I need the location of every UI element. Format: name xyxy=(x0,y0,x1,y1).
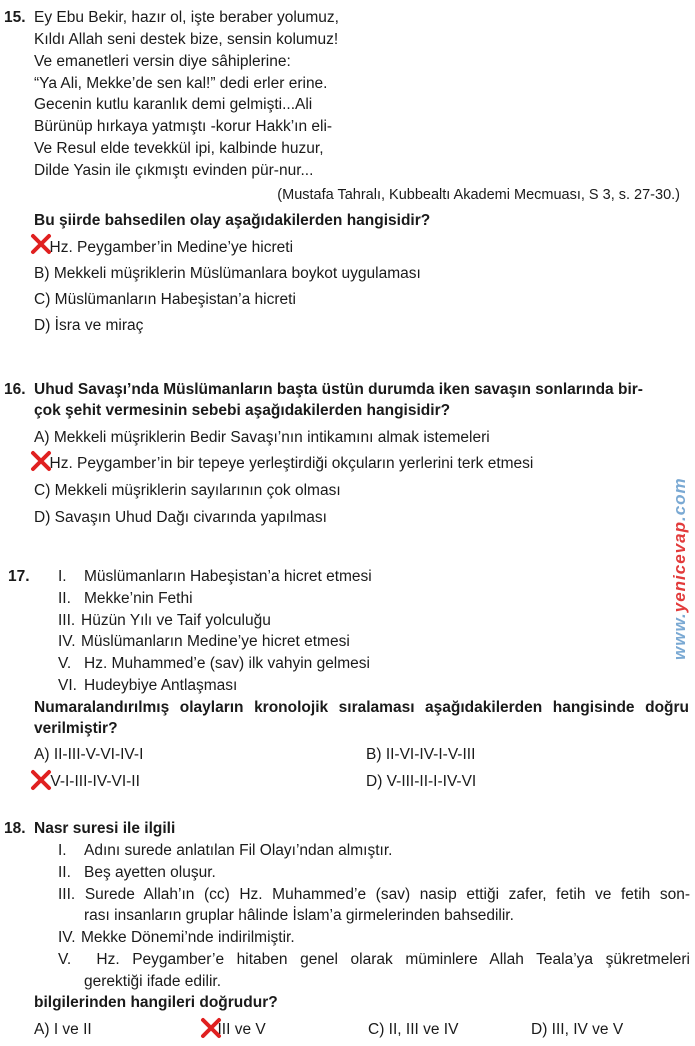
poem-line: Dilde Yasin ile çıkmıştı evinden pür-nur... xyxy=(34,162,314,179)
option-b[interactable]: B) Mekkeli müşriklerin Müslümanlara boykot uygulaması xyxy=(34,265,421,282)
citation: (Mustafa Tahralı, Kubbealtı Akademi Mecmuası, S 3, s. 27-30.) xyxy=(277,187,680,203)
list-item: IV. Müslümanların Medine’ye hicret etmesi xyxy=(58,633,350,650)
option-c[interactable]: C) Mekkeli müşriklerin sayılarının çok olması xyxy=(34,482,341,499)
list-item: III. Hüzün Yılı ve Taif yolculuğu xyxy=(58,612,271,629)
list-item-continuation: rası insanların gruplar hâlinde İslam’a girmelerinden bahsedilir. xyxy=(84,907,514,924)
question-number: 16. xyxy=(4,381,26,398)
list-item: I. Adını surede anlatılan Fil Olayı’ndan almıştır. xyxy=(58,842,393,859)
list-item: I. Müslümanların Habeşistan’a hicret etmesi xyxy=(58,568,372,585)
option-d[interactable]: D) Savaşın Uhud Dağı civarında yapılması xyxy=(34,509,327,526)
list-item: III. Surede Allah’ın (cc) Hz. Muhammed’e (sav) nasip ettiği zafer, fetih ve fetih son- xyxy=(58,886,690,903)
option-c[interactable]: C) Müslümanların Habeşistan’a hicreti xyxy=(34,291,296,308)
option-d[interactable]: D) V-III-II-I-IV-VI xyxy=(366,773,477,790)
cross-mark-icon xyxy=(30,769,52,791)
option-b[interactable]: B) II-VI-IV-I-V-III xyxy=(366,746,476,763)
poem-line: Ve emanetleri versin diye sâhiplerine: xyxy=(34,53,291,70)
option-a[interactable]: A) Mekkeli müşriklerin Bedir Savaşı’nın intikamını almak istemeleri xyxy=(34,429,490,446)
list-item: VI. Hudeybiye Antlaşması xyxy=(58,677,238,694)
option-a[interactable]: Hz. Peygamber’in Medine’ye hicreti xyxy=(49,239,294,256)
option-c[interactable]: C) II, III ve IV xyxy=(368,1021,459,1038)
question-text: Uhud Savaşı’nda Müslümanların başta üstün durumda iken savaşın sonlarında bir- xyxy=(34,381,643,398)
list-item: IV. Mekke Dönemi’nde indirilmiştir. xyxy=(58,929,295,946)
option-d[interactable]: D) III, IV ve V xyxy=(531,1021,624,1038)
poem-line: Kıldı Allah seni destek bize, sensin kolumuz! xyxy=(34,31,339,48)
option-c[interactable]: V-I-III-IV-VI-II xyxy=(50,773,140,790)
list-item: V. Hz. Peygamber’e hitaben genel olarak müminlere Allah Teala’ya şükretmeleri xyxy=(58,951,690,968)
cross-mark-icon xyxy=(30,233,52,255)
option-d[interactable]: D) İsra ve miraç xyxy=(34,317,144,334)
poem-line: Ey Ebu Bekir, hazır ol, işte beraber yolumuz, xyxy=(34,9,339,26)
question-text: çok şehit vermesinin sebebi aşağıdakilerden hangisidir? xyxy=(34,402,451,419)
option-a[interactable]: A) I ve II xyxy=(34,1021,92,1038)
question-text: Bu şiirde bahsedilen olay aşağıdakilerden hangisidir? xyxy=(34,212,431,229)
option-b[interactable]: Hz. Peygamber’in bir tepeye yerleştirdiği okçuların yerlerini terk etmesi xyxy=(49,455,534,472)
option-a[interactable]: A) II-III-V-VI-IV-I xyxy=(34,746,144,763)
cross-mark-icon xyxy=(30,450,52,472)
list-item: V. Hz. Muhammed’e (sav) ilk vahyin gelmesi xyxy=(58,655,370,672)
cross-mark-icon xyxy=(200,1017,222,1039)
question-text: Numaralandırılmış olayların kronolojik sıralaması aşağıdakilerden hangisinde doğru xyxy=(34,699,689,716)
question-text: bilgilerinden hangileri doğrudur? xyxy=(34,994,278,1011)
option-b[interactable]: III ve V xyxy=(217,1021,266,1038)
question-number: 15. xyxy=(4,9,26,26)
poem-line: “Ya Ali, Mekke’de sen kal!” dedi erler erine. xyxy=(34,75,328,92)
question-text: verilmiştir? xyxy=(34,720,118,737)
poem-line: Ve Resul elde tevekkül ipi, kalbinde huzur, xyxy=(34,140,324,157)
poem-line: Gecenin kutlu karanlık demi gelmişti...Ali xyxy=(34,96,313,113)
list-item-continuation: gerektiği ifade edilir. xyxy=(84,973,221,990)
poem-line: Bürünüp hırkaya yatmıştı -korur Hakk’ın eli- xyxy=(34,118,333,135)
question-stem: Nasr suresi ile ilgili xyxy=(34,820,176,837)
question-number: 17. xyxy=(8,568,30,585)
watermark: www.yenicevap.com xyxy=(670,477,689,660)
question-number: 18. xyxy=(4,820,26,837)
list-item: II. Beş ayetten oluşur. xyxy=(58,864,216,881)
list-item: II. Mekke’nin Fethi xyxy=(58,590,193,607)
